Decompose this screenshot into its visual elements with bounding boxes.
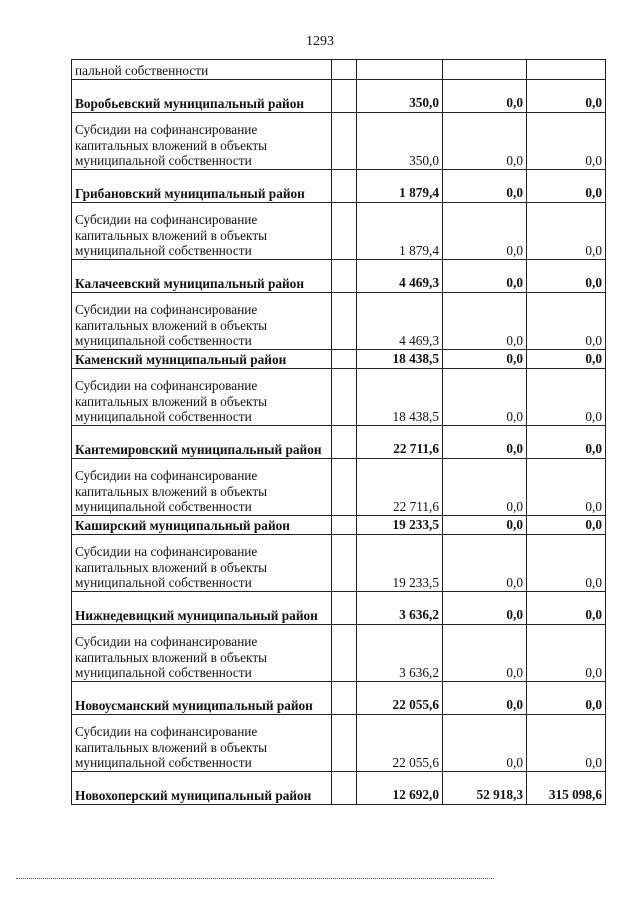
value-cell-2: 0,0 (443, 715, 527, 772)
subsidy-name: Субсидии на софинансирование капитальных вложений в объекты муниципальной собственности (72, 535, 332, 592)
value-cell-3: 0,0 (527, 426, 606, 459)
value-cell-2: 0,0 (443, 516, 527, 535)
subsidy-name: Субсидии на софинансирование капитальных вложений в объекты муниципальной собственности (72, 715, 332, 772)
budget-table (71, 59, 606, 805)
value-cell-3: 315 098,6 (527, 772, 606, 805)
value-cell-1: 19 233,5 (357, 535, 443, 592)
district-row (72, 260, 606, 293)
subsidy-name: Субсидии на софинансирование капитальных вложений в объекты муниципальной собственности (72, 293, 332, 350)
value-cell-3: 0,0 (527, 113, 606, 170)
district-row (72, 426, 606, 459)
value-cell-3: 0,0 (527, 592, 606, 625)
empty-cell (332, 350, 357, 369)
empty-cell (332, 625, 357, 682)
value-cell-3: 0,0 (527, 535, 606, 592)
district-row (72, 350, 606, 369)
value-cell-2: 0,0 (443, 625, 527, 682)
budget-table-body (72, 60, 606, 805)
value-cell-1: 4 469,3 (357, 260, 443, 293)
value-cell-1: 18 438,5 (357, 369, 443, 426)
district-name: Воробьевский муниципальный район (72, 80, 332, 113)
district-row (72, 170, 606, 203)
empty-cell (332, 772, 357, 805)
empty-cell (332, 260, 357, 293)
empty-cell (332, 592, 357, 625)
value-cell-1: 19 233,5 (357, 516, 443, 535)
value-cell-1: 22 055,6 (357, 715, 443, 772)
district-name: Новохоперский муниципальный район (72, 772, 332, 805)
value-cell-2: 0,0 (443, 203, 527, 260)
value-cell-1: 350,0 (357, 113, 443, 170)
value-cell-1: 4 469,3 (357, 293, 443, 350)
subsidy-name: Субсидии на софинансирование капитальных вложений в объекты муниципальной собственности (72, 625, 332, 682)
district-row (72, 772, 606, 805)
subsidy-row (72, 203, 606, 260)
district-row (72, 682, 606, 715)
empty-cell (332, 113, 357, 170)
value-cell-2: 0,0 (443, 80, 527, 113)
subsidy-row (72, 293, 606, 350)
value-cell-2: 52 918,3 (443, 772, 527, 805)
value-cell-1: 1 879,4 (357, 170, 443, 203)
value-cell-1: 22 711,6 (357, 426, 443, 459)
value-cell-3: 0,0 (527, 369, 606, 426)
value-cell-2: 0,0 (443, 426, 527, 459)
empty-cell (332, 369, 357, 426)
empty-cell (332, 535, 357, 592)
value-cell-3: 0,0 (527, 625, 606, 682)
footer-divider (16, 878, 494, 879)
value-cell-2: 0,0 (443, 260, 527, 293)
value-cell-2 (443, 60, 527, 80)
value-cell-1: 3 636,2 (357, 625, 443, 682)
subsidy-row (72, 459, 606, 516)
subsidy-name: Субсидии на софинансирование капитальных вложений в объекты муниципальной собственности (72, 369, 332, 426)
district-name: Калачеевский муниципальный район (72, 260, 332, 293)
value-cell-3: 0,0 (527, 350, 606, 369)
subsidy-row (72, 625, 606, 682)
district-name: Каширский муниципальный район (72, 516, 332, 535)
value-cell-3: 0,0 (527, 682, 606, 715)
empty-cell (332, 682, 357, 715)
value-cell-3: 0,0 (527, 516, 606, 535)
subsidy-row (72, 715, 606, 772)
value-cell-2: 0,0 (443, 293, 527, 350)
district-row (72, 80, 606, 113)
value-cell-2: 0,0 (443, 592, 527, 625)
value-cell-2: 0,0 (443, 170, 527, 203)
value-cell-1: 350,0 (357, 80, 443, 113)
value-cell-1: 22 055,6 (357, 682, 443, 715)
value-cell-2: 0,0 (443, 459, 527, 516)
district-name: Нижнедевицкий муниципальный район (72, 592, 332, 625)
district-name: Новоусманский муниципальный район (72, 682, 332, 715)
subsidy-name: Субсидии на софинансирование капитальных вложений в объекты муниципальной собственности (72, 113, 332, 170)
value-cell-1: 22 711,6 (357, 459, 443, 516)
empty-cell (332, 60, 357, 80)
district-name: Грибановский муниципальный район (72, 170, 332, 203)
subsidy-row (72, 535, 606, 592)
value-cell-2: 0,0 (443, 682, 527, 715)
value-cell-3: 0,0 (527, 459, 606, 516)
value-cell-3 (527, 60, 606, 80)
subsidy-row (72, 113, 606, 170)
value-cell-3: 0,0 (527, 293, 606, 350)
district-row (72, 516, 606, 535)
value-cell-2: 0,0 (443, 350, 527, 369)
value-cell-2: 0,0 (443, 535, 527, 592)
value-cell-1: 1 879,4 (357, 203, 443, 260)
district-row (72, 592, 606, 625)
empty-cell (332, 715, 357, 772)
subsidy-name: Субсидии на софинансирование капитальных вложений в объекты муниципальной собственности (72, 459, 332, 516)
empty-cell (332, 426, 357, 459)
value-cell-1: 18 438,5 (357, 350, 443, 369)
value-cell-3: 0,0 (527, 203, 606, 260)
subsidy-name: пальной собственности (72, 60, 332, 80)
value-cell-2: 0,0 (443, 113, 527, 170)
empty-cell (332, 459, 357, 516)
empty-cell (332, 203, 357, 260)
value-cell-2: 0,0 (443, 369, 527, 426)
value-cell-3: 0,0 (527, 715, 606, 772)
subsidy-row (72, 369, 606, 426)
page-number: 1293 (306, 34, 334, 49)
value-cell-3: 0,0 (527, 170, 606, 203)
empty-cell (332, 293, 357, 350)
value-cell-3: 0,0 (527, 80, 606, 113)
value-cell-1: 12 692,0 (357, 772, 443, 805)
empty-cell (332, 170, 357, 203)
value-cell-1 (357, 60, 443, 80)
district-name: Каменский муниципальный район (72, 350, 332, 369)
district-name: Кантемировский муниципальный район (72, 426, 332, 459)
subsidy-row (72, 60, 606, 80)
value-cell-3: 0,0 (527, 260, 606, 293)
empty-cell (332, 80, 357, 113)
subsidy-name: Субсидии на софинансирование капитальных вложений в объекты муниципальной собственности (72, 203, 332, 260)
empty-cell (332, 516, 357, 535)
value-cell-1: 3 636,2 (357, 592, 443, 625)
